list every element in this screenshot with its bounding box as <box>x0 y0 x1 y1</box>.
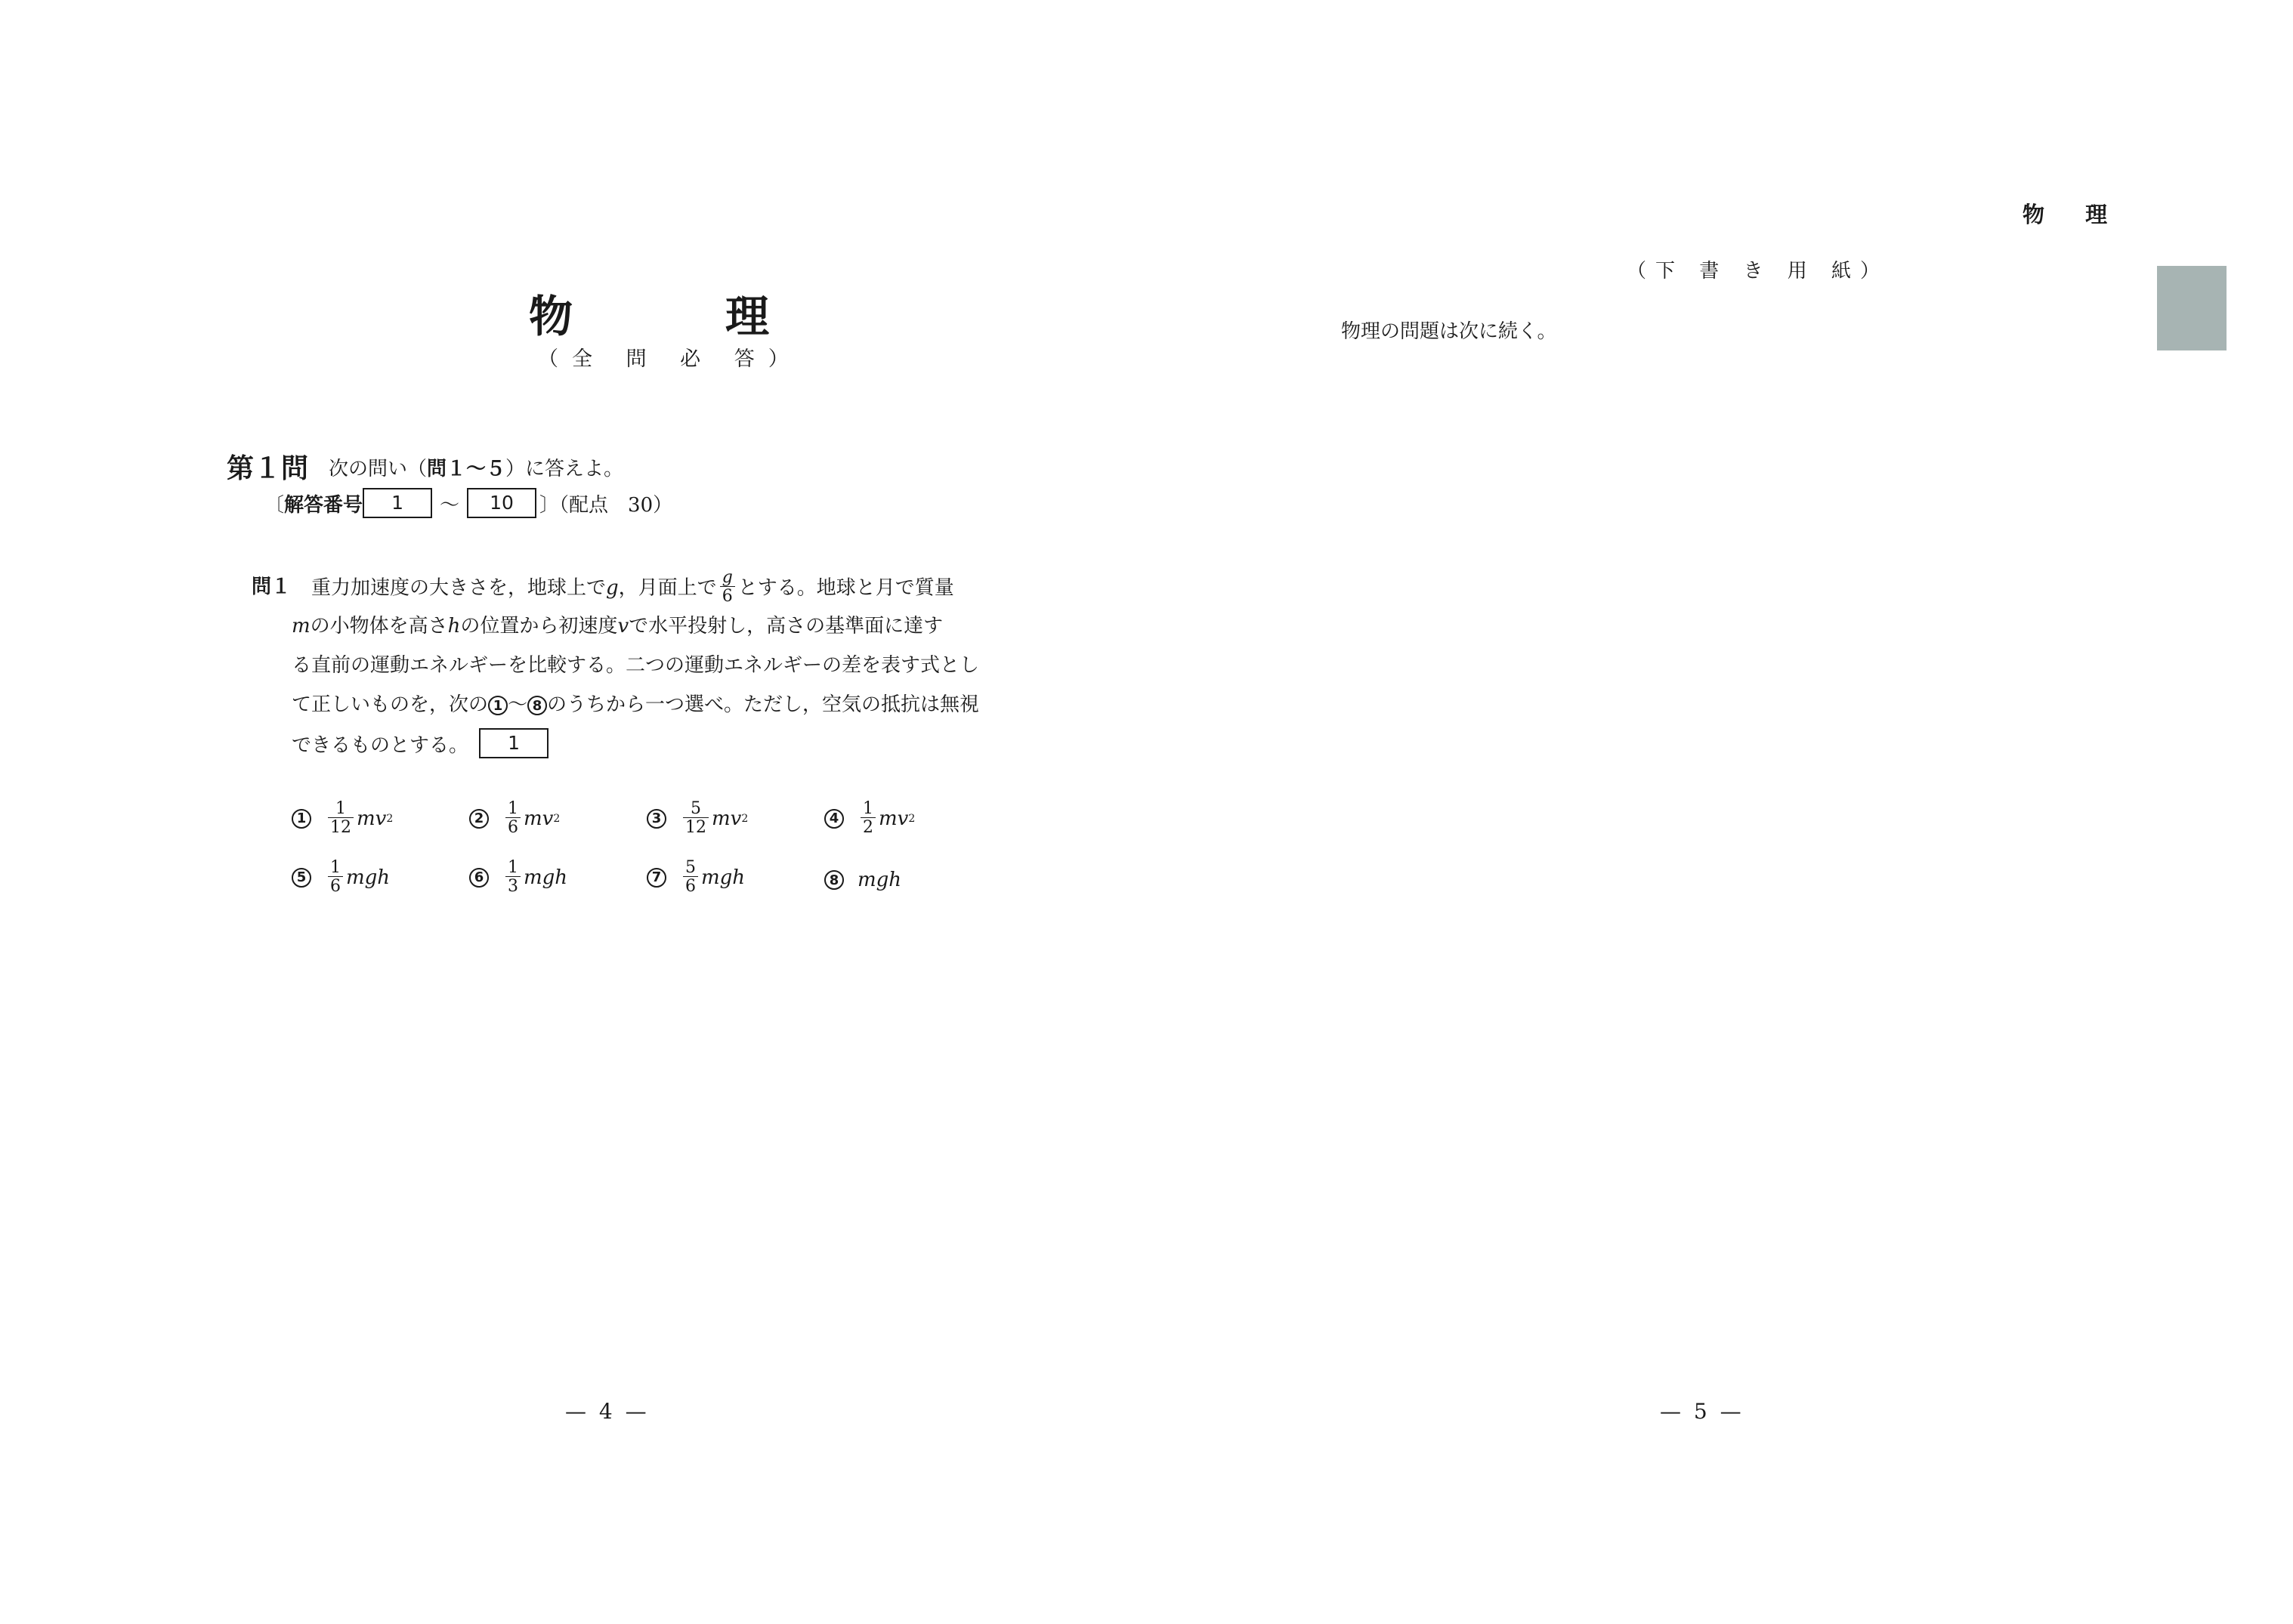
problem-line-3: る直前の運動エネルギーを比較する。二つの運動エネルギーの差を表す式とし <box>292 654 980 677</box>
choice-7[interactable] <box>647 860 745 895</box>
choice-6[interactable] <box>469 860 567 895</box>
choice-expression: mgh <box>701 866 746 889</box>
circled-number: 5 <box>292 868 311 888</box>
answer-box-start: 1 <box>363 488 432 518</box>
answer-box: 1 <box>479 728 549 758</box>
fraction-numerator: 5 <box>685 858 696 877</box>
circled-number: 7 <box>647 868 666 888</box>
text-segment: ，月面上で <box>618 576 717 600</box>
continue-note: 物理の問題は次に続く。 <box>1341 320 1557 343</box>
question-intro-bold: 問１～５ <box>427 458 506 480</box>
right-page <box>1146 0 2293 1624</box>
text-segment: ～ <box>508 693 528 716</box>
fraction <box>683 801 709 836</box>
choice-expression: mv <box>357 807 387 830</box>
problem-line-5 <box>292 728 549 758</box>
circled-number: 6 <box>469 868 489 888</box>
choice-expression: mgh <box>346 866 391 889</box>
left-page <box>0 0 1146 1624</box>
text-segment: て正しいものを，次の <box>292 693 489 716</box>
var-g: g <box>606 576 619 600</box>
fraction-denominator: 6 <box>683 876 698 895</box>
section-tab <box>2157 266 2227 350</box>
choice-4[interactable] <box>824 801 915 836</box>
text-segment: のうちから一つ選べ。ただし，空気の抵抗は無視 <box>547 693 980 716</box>
problem-line-1 <box>311 568 954 607</box>
fraction-denominator: 3 <box>505 876 521 895</box>
fraction-numerator: 1 <box>508 799 518 818</box>
fraction-denominator: 2 <box>861 817 876 836</box>
var-v: v <box>617 615 629 638</box>
exponent: 2 <box>908 812 916 825</box>
fraction-denominator: 6 <box>505 817 521 836</box>
text-segment: で水平投射し，高さの基準面に達す <box>629 615 944 638</box>
problem-line-4 <box>292 689 979 717</box>
answer-range <box>264 488 672 518</box>
page-subtitle: （全 問 必 答） <box>538 347 802 371</box>
circled-number: 8 <box>824 870 844 890</box>
answer-range-tilde: ～ <box>440 493 460 517</box>
fraction-numerator: 1 <box>330 858 341 877</box>
fraction-denominator: 12 <box>328 817 354 836</box>
fraction <box>505 860 521 895</box>
question-intro <box>329 453 623 481</box>
answer-range-open: 〔 <box>264 493 285 517</box>
circled-number: 1 <box>292 809 311 829</box>
question-intro-suffix: ）に答えよ。 <box>505 458 624 480</box>
choice-8[interactable] <box>824 869 901 891</box>
fraction-numerator: 1 <box>335 799 346 818</box>
fraction-g-over-6 <box>720 570 735 605</box>
fraction-denominator: 6 <box>328 876 343 895</box>
circled-number: 1 <box>488 696 508 715</box>
answer-range-label: 解答番号 <box>284 493 363 517</box>
fraction <box>683 860 698 895</box>
var-m: m <box>292 615 311 638</box>
page-header: 物 理 <box>2023 202 2125 227</box>
choice-expression: mv <box>712 807 742 830</box>
question-heading: 第１問 <box>227 453 309 484</box>
draft-label: （下 書 き 用 紙） <box>1627 260 1890 283</box>
var-h: h <box>447 615 461 638</box>
circled-number: 3 <box>647 809 666 829</box>
problem-line-2 <box>292 610 943 638</box>
answer-range-close: 〕（配点 30） <box>539 493 673 517</box>
answer-box-end: 10 <box>467 488 536 518</box>
choice-1[interactable] <box>292 801 393 836</box>
choice-expression: mgh <box>858 869 902 891</box>
exponent: 2 <box>553 812 561 825</box>
fraction <box>505 801 521 836</box>
fraction-numerator: 1 <box>508 858 518 877</box>
fraction-denominator: 12 <box>683 817 709 836</box>
text-segment: とする。地球と月で質量 <box>737 576 954 600</box>
fraction-numerator: 1 <box>863 799 873 818</box>
choice-expression: mv <box>879 807 909 830</box>
text-segment: できるものとする。 <box>292 733 469 757</box>
choice-5[interactable] <box>292 860 390 895</box>
page-title: 物 理 <box>529 291 824 342</box>
circled-number: 4 <box>824 809 844 829</box>
circled-number: 2 <box>469 809 489 829</box>
choice-expression: mgh <box>524 866 568 889</box>
fraction-numerator: 5 <box>691 799 701 818</box>
fraction-numerator: g <box>722 568 733 587</box>
exponent: 2 <box>741 812 749 825</box>
text-segment: 重力加速度の大きさを，地球上で <box>311 576 607 600</box>
fraction <box>328 801 354 836</box>
choice-expression: mv <box>524 807 554 830</box>
question-intro-prefix: 次の問い（ <box>329 458 428 480</box>
text-segment: の位置から初速度 <box>460 615 618 638</box>
fraction-denominator: 6 <box>720 586 735 605</box>
page-number: — 5 — <box>1660 1399 1744 1424</box>
exponent: 2 <box>386 812 394 825</box>
text-segment: の小物体を高さ <box>310 615 448 638</box>
problem-label: 問１ <box>252 576 292 598</box>
page-number: — 4 — <box>565 1399 650 1424</box>
circled-number: 8 <box>527 696 547 715</box>
fraction <box>328 860 343 895</box>
choice-2[interactable] <box>469 801 560 836</box>
fraction <box>861 801 876 836</box>
choice-3[interactable] <box>647 801 748 836</box>
